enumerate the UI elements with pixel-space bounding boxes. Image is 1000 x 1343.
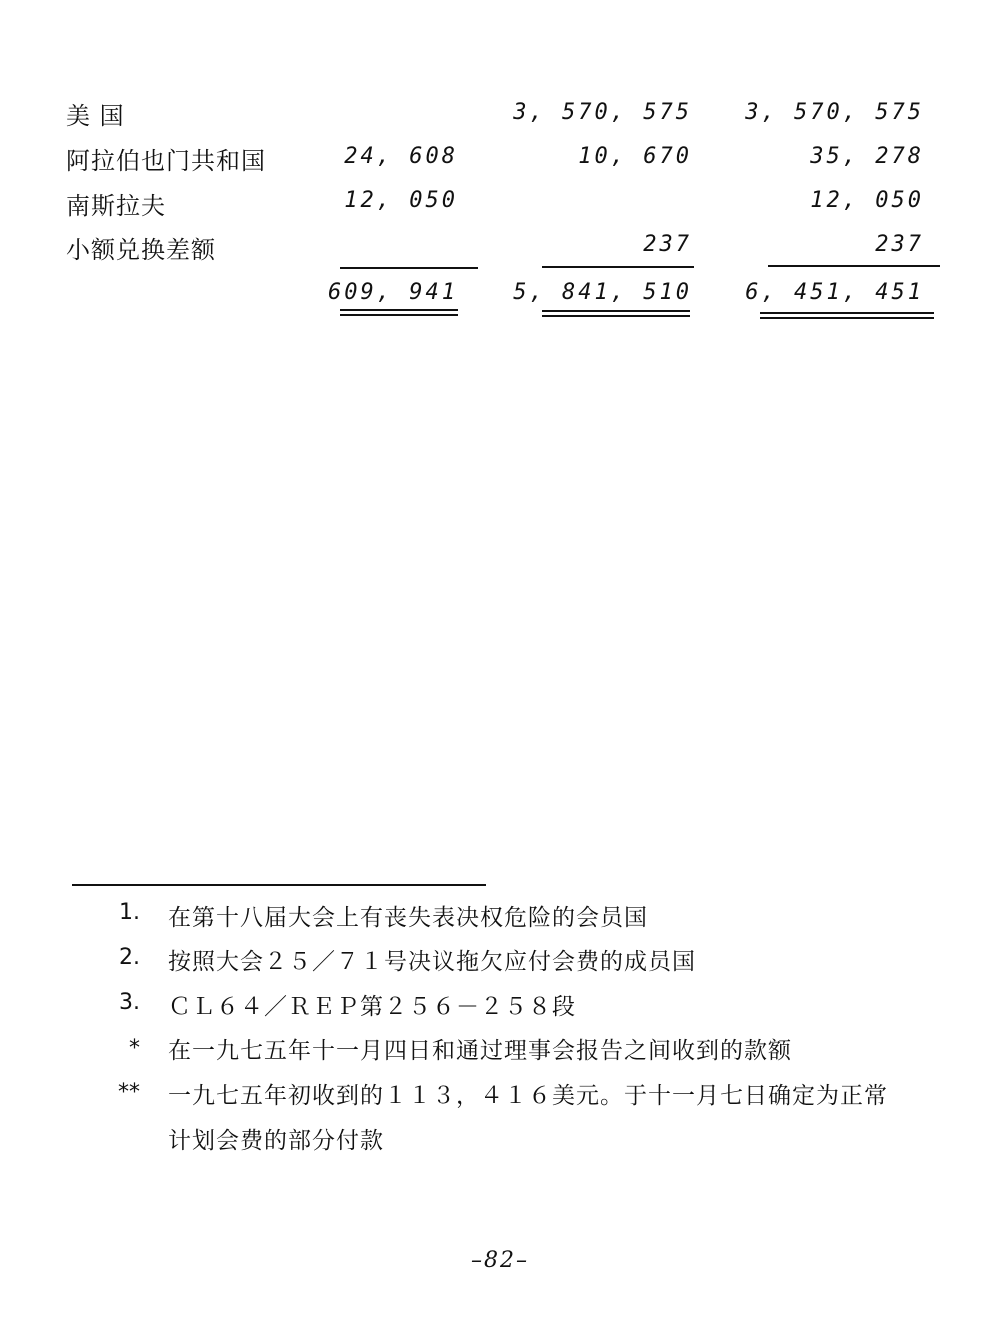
footnote-text: 计划会费的部分付款 <box>168 1128 384 1154</box>
total-double-rule <box>340 309 458 311</box>
total-double-rule <box>340 314 458 316</box>
total-cell: 6, 451, 451 <box>745 280 924 305</box>
amount-cell: 3, 570, 575 <box>513 100 692 125</box>
footnote-text: ＣＬ６４／ＲＥＰ第２５６－２５８段 <box>168 994 576 1020</box>
total-double-rule <box>542 310 690 312</box>
subtotal-rule <box>340 267 478 269</box>
footnote-separator <box>72 884 486 886</box>
country-label: 美 国 <box>66 102 125 130</box>
footnote-marker: ** <box>118 1080 140 1105</box>
country-label: 阿拉伯也门共和国 <box>66 147 266 175</box>
footnote-text: 按照大会２５／７１号决议拖欠应付会费的成员国 <box>168 949 696 975</box>
total-double-rule <box>542 315 690 317</box>
country-label: 小额兑换差额 <box>66 236 216 264</box>
subtotal-rule <box>768 265 940 267</box>
subtotal-rule <box>542 266 694 268</box>
amount-cell: 35, 278 <box>810 144 924 169</box>
footnote-text: 在一九七五年十一月四日和通过理事会报告之间收到的款额 <box>168 1038 792 1064</box>
total-double-rule <box>760 317 934 319</box>
amount-cell: 237 <box>643 232 692 257</box>
page-number: –82– <box>471 1248 529 1273</box>
amount-cell: 12, 050 <box>344 188 458 213</box>
country-label: 南斯拉夫 <box>66 192 166 220</box>
total-double-rule <box>760 312 934 314</box>
total-cell: 609, 941 <box>328 280 458 305</box>
footnote-marker: 3. <box>119 990 140 1015</box>
amount-cell: 3, 570, 575 <box>745 100 924 125</box>
footnote-text: 在第十八届大会上有丧失表决权危险的会员国 <box>168 905 648 931</box>
amount-cell: 237 <box>875 232 924 257</box>
footnote-text: 一九七五年初收到的１１３，４１６美元。于十一月七日确定为正常 <box>168 1083 888 1109</box>
footnote-marker: 1. <box>119 900 140 925</box>
amount-cell: 10, 670 <box>578 144 692 169</box>
footnote-marker: * <box>129 1036 140 1061</box>
footnote-marker: 2. <box>119 945 140 970</box>
total-cell: 5, 841, 510 <box>513 280 692 305</box>
amount-cell: 12, 050 <box>810 188 924 213</box>
amount-cell: 24, 608 <box>344 144 458 169</box>
